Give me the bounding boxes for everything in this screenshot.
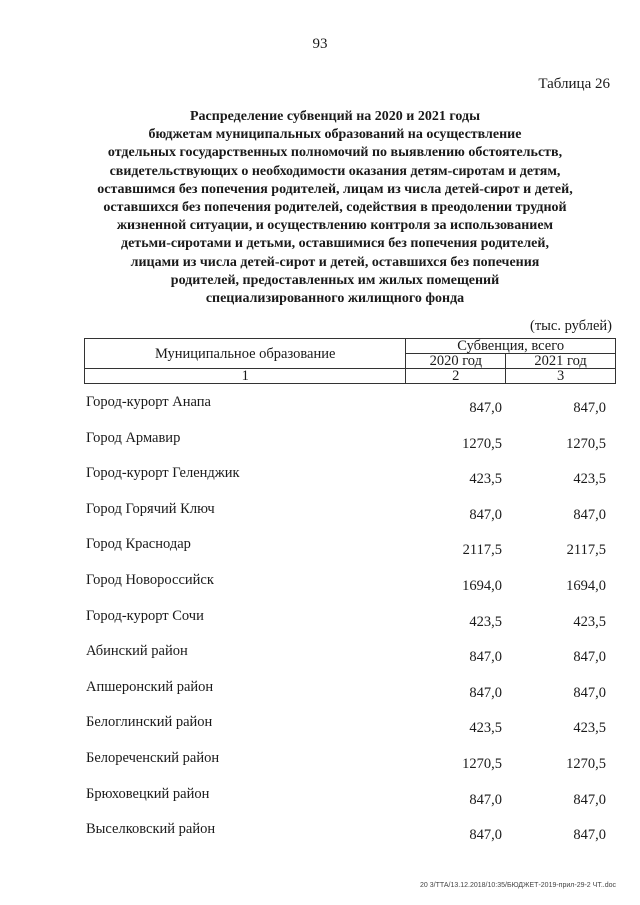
- title-line: специализированного жилищного фонда: [205, 291, 465, 307]
- value-2021: 423,5: [573, 471, 606, 488]
- units-label: (тыс. рублей): [530, 318, 612, 334]
- table-label: Таблица 26: [538, 76, 610, 92]
- value-2020: 847,0: [469, 506, 502, 523]
- municipality-name: Город-курорт Анапа: [86, 394, 211, 410]
- value-2020: 1270,5: [462, 755, 502, 772]
- value-2021: 847,0: [573, 649, 606, 666]
- document-title: [70, 108, 600, 308]
- municipality-name: Апшеронский район: [86, 678, 214, 695]
- value-2020: 847,0: [469, 827, 502, 844]
- value-2021: 1270,5: [566, 435, 606, 452]
- value-2021: 423,5: [573, 613, 606, 630]
- footer-file-path: 20 3/ТТА/13.12.2018/10:35/БЮДЖЕТ-2019-прил-29-2 ЧТ..doc: [420, 882, 616, 889]
- table-row: [82, 750, 612, 786]
- value-2020: 847,0: [469, 684, 502, 701]
- title-line: отдельных государственных полномочий по выявлению обстоятельств,: [107, 145, 563, 161]
- page-number: 93: [312, 36, 328, 52]
- title-line: оставшихся без попечения родителей, содействия в преодолении трудной: [103, 200, 567, 216]
- value-2021: 847,0: [573, 506, 606, 523]
- municipality-name: Город-курорт Сочи: [86, 607, 204, 624]
- title-line: родителей, предоставленных им жилых помещений: [170, 272, 500, 288]
- value-2021: 1694,0: [566, 577, 606, 594]
- table-row: [82, 394, 612, 430]
- header-col-number-2: 2: [406, 369, 506, 384]
- table-body: [82, 394, 612, 857]
- municipality-name: Абинский район: [86, 643, 188, 660]
- municipality-name: Город Горячий Ключ: [86, 500, 215, 517]
- title-line: детьми-сиротами и детьми, оставшимися без попечения родителей,: [121, 236, 549, 252]
- value-2021: 847,0: [573, 791, 606, 808]
- header-col-number-1: 1: [85, 369, 406, 384]
- municipality-name: Город Армавир: [86, 429, 181, 446]
- value-2021: 847,0: [573, 400, 606, 416]
- title-line: оставшимся без попечения родителей, лицам из числа детей-сирот и детей,: [97, 181, 573, 197]
- title-line: бюджетам муниципальных образований на осуществление: [148, 127, 522, 143]
- value-2020: 1270,5: [462, 435, 502, 452]
- value-2020: 423,5: [469, 720, 502, 737]
- value-2020: 423,5: [469, 613, 502, 630]
- table-row: [82, 465, 612, 501]
- value-2021: 2117,5: [566, 542, 606, 559]
- title-line: Распределение субвенций на 2020 и 2021 годы: [190, 109, 480, 124]
- header-municipality: Муниципальное образование: [85, 339, 406, 369]
- table-header: [84, 338, 616, 384]
- title-line: жизненной ситуации, и осуществлению контроля за использованием: [116, 218, 554, 234]
- value-2020: 847,0: [469, 649, 502, 666]
- title-line: свидетельствующих о необходимости оказания детям-сиротам и детям,: [109, 163, 561, 179]
- municipality-name: Город Новороссийск: [86, 571, 214, 588]
- municipality-name: Город Краснодар: [86, 536, 191, 553]
- value-2020: 847,0: [469, 791, 502, 808]
- table-row: [82, 430, 612, 466]
- value-2020: 423,5: [469, 471, 502, 488]
- table-row: [82, 608, 612, 644]
- table-row: [82, 643, 612, 679]
- header-year-2020: 2020 год: [406, 354, 506, 369]
- municipality-name: Белоглинский район: [86, 714, 213, 731]
- value-2021: 423,5: [573, 720, 606, 737]
- value-2021: 1270,5: [566, 755, 606, 772]
- municipality-name: Брюховецкий район: [86, 785, 210, 802]
- table-row: [82, 714, 612, 750]
- municipality-name: Белореченский район: [86, 749, 220, 766]
- value-2020: 847,0: [469, 400, 502, 416]
- table-row: [82, 821, 612, 857]
- municipality-name: Город-курорт Геленджик: [86, 465, 240, 482]
- table-row: [82, 572, 612, 608]
- table-row: [82, 536, 612, 572]
- table-row: [82, 501, 612, 537]
- title-line: лицами из числа детей-сирот и детей, оставшихся без попечения: [130, 254, 540, 270]
- table-row: [82, 786, 612, 822]
- header-col-number-3: 3: [506, 369, 616, 384]
- value-2021: 847,0: [573, 684, 606, 701]
- value-2020: 2117,5: [462, 542, 502, 559]
- municipality-name: Выселковский район: [86, 821, 216, 838]
- header-subvention-total: Субвенция, всего: [406, 339, 616, 354]
- table-row: [82, 679, 612, 715]
- value-2020: 1694,0: [462, 577, 502, 594]
- header-year-2021: 2021 год: [506, 354, 616, 369]
- value-2021: 847,0: [573, 827, 606, 844]
